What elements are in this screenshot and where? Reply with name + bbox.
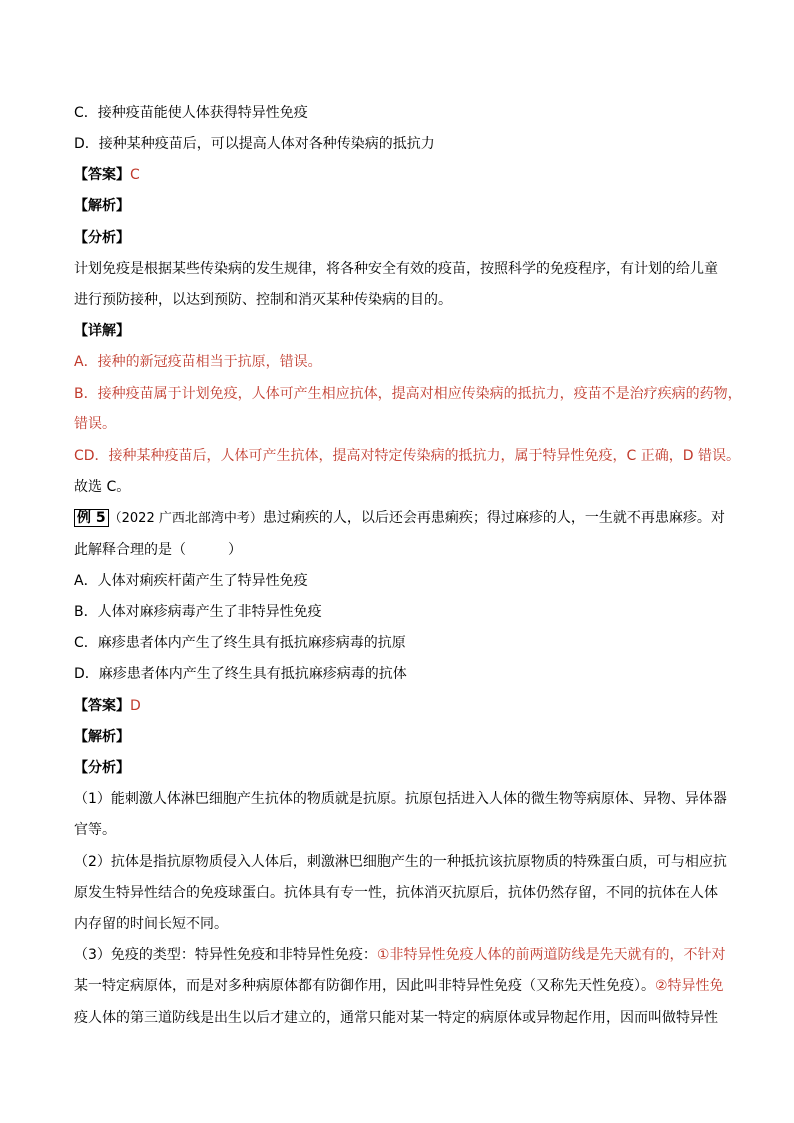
analysis-tag: 【解析】 bbox=[74, 198, 130, 214]
answer-tag: 【答案】 bbox=[74, 167, 130, 183]
point-3-cont bbox=[74, 976, 734, 996]
answer-value: C bbox=[130, 167, 140, 183]
answer-tag: 【答案】 bbox=[74, 698, 130, 714]
fenxi-tag: 【分析】 bbox=[74, 230, 130, 246]
point-3-line bbox=[74, 945, 734, 965]
point-2-line: （2）抗体是指抗原物质侵入人体后，刺激淋巴细胞产生的一种抵抗该抗原物质的特殊蛋白质，可与相应抗 bbox=[74, 854, 727, 870]
point-3-red: ①非特异性免疫人体的前两道防线是先天就有的，不针对 bbox=[376, 947, 726, 963]
detail-line-b: B．接种疫苗属于计划免疫，人体可产生相应抗体，提高对相应传染病的抵抗力，疫苗不是治疗疾病的药物， bbox=[74, 386, 742, 402]
answer-value: D bbox=[130, 698, 141, 714]
option-c: C．麻疹患者体内产生了终生具有抵抗麻疹病毒的抗原 bbox=[74, 635, 406, 651]
detail-line-a: A．接种的新冠疫苗相当于抗原，错误。 bbox=[74, 354, 322, 370]
example-question-line bbox=[74, 508, 734, 529]
point-2-cont: 原发生特异性结合的免疫球蛋白。抗体具有专一性，抗体消灭抗原后，抗体仍然存留，不同的抗体在人体 bbox=[74, 885, 718, 901]
point-3-cont: 疫人体的第三道防线是出生以后才建立的，通常只能对某一特定的病原体或异物起作用，因而叫做特异性 bbox=[74, 1010, 718, 1026]
detail-line-b-cont: 错误。 bbox=[74, 416, 116, 432]
point-3-cont-red: ②特异性免 bbox=[655, 978, 724, 994]
point-3-cont-text: 某一特定病原体，而是对多种病原体都有防御作用，因此叫非特异性免疫（又称先天性免疫）。 bbox=[74, 978, 655, 994]
choose-line: 故选 C。 bbox=[74, 479, 131, 495]
analysis-paragraph-line: 进行预防接种，以达到预防、控制和消灭某种传染病的目的。 bbox=[74, 292, 452, 308]
option-c-line-q4: C．接种疫苗能使人体获得特异性免疫 bbox=[74, 105, 308, 121]
option-d: D．麻疹患者体内产生了终生具有抵抗麻疹病毒的抗体 bbox=[74, 666, 407, 682]
detail-line-cd: CD．接种某种疫苗后，人体可产生抗体，提高对特定传染病的抵抗力，属于特异性免疫，C 正确，D 错误。 bbox=[74, 448, 741, 464]
point-2-cont: 内存留的时间长短不同。 bbox=[74, 916, 228, 932]
point-1-cont: 官等。 bbox=[74, 822, 116, 838]
example-label: 例 5 bbox=[74, 509, 109, 527]
point-1-line: （1）能刺激人体淋巴细胞产生抗体的物质就是抗原。抗原包括进入人体的微生物等病原体、异物、异体器 bbox=[74, 791, 727, 807]
option-d-line-q4: D．接种某种疫苗后，可以提高人体对各种传染病的抵抗力 bbox=[74, 136, 435, 152]
option-b: B．人体对麻疹病毒产生了非特异性免疫 bbox=[74, 604, 322, 620]
answer-line-q4 bbox=[74, 165, 734, 185]
detail-tag: 【详解】 bbox=[74, 323, 130, 339]
option-a: A．人体对痢疾杆菌产生了特异性免疫 bbox=[74, 573, 308, 589]
analysis-paragraph-line: 计划免疫是根据某些传染病的发生规律，将各种安全有效的疫苗，按照科学的免疫程序，有计划的给儿童 bbox=[74, 261, 718, 277]
question-stem-line: 此解释合理的是（ ） bbox=[74, 542, 242, 558]
answer-line-q5 bbox=[74, 696, 734, 716]
example-source: （2022 广西北部湾中考） bbox=[108, 511, 263, 526]
analysis-tag: 【解析】 bbox=[74, 729, 130, 745]
point-3-lead: （3）免疫的类型：特异性免疫和非特异性免疫： bbox=[74, 947, 377, 963]
fenxi-tag: 【分析】 bbox=[74, 760, 130, 776]
example-text: 患过痢疾的人，以后还会再患痢疾；得过麻疹的人，一生就不再患麻疹。对 bbox=[262, 510, 725, 526]
